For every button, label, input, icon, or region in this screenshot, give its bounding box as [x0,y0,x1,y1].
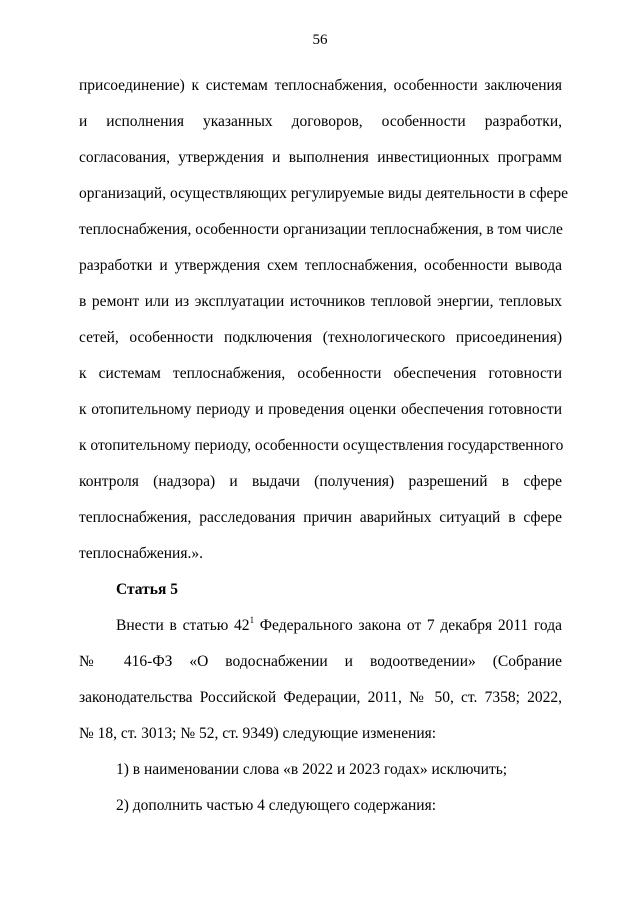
paragraph-line: в ремонт или из эксплуатации источников тепловой энергии, тепловых [79,293,562,310]
paragraph-line: разработки и утверждения схем теплоснабжения, особенности вывода [79,257,562,274]
paragraph-line: к отопительному периоду, особенности осуществления государственного [79,437,564,454]
article-line-last: № 18, ст. 3013; № 52, ст. 9349) следующие изменения: [79,725,437,742]
article-intro-text-cont: Федерального закона от 7 декабря 2011 года [254,617,562,634]
article-intro-line [116,616,562,636]
article-heading: Статья 5 [116,581,178,598]
article-intro-superscript: 1 [249,615,255,625]
page-number: 56 [312,32,328,48]
paragraph-line: и исполнения указанных договоров, особенности разработки, [79,113,562,130]
paragraph-line: согласования, утверждения и выполнения инвестиционных программ [79,149,562,166]
article-item-2: 2) дополнить частью 4 следующего содержания: [116,797,437,814]
paragraph-line: к системам теплоснабжения, особенности обеспечения готовности [79,365,562,382]
article-item-1: 1) в наименовании слова «в 2022 и 2023 годах» исключить; [116,761,508,778]
paragraph-line: сетей, особенности подключения (технологического присоединения) [79,329,562,346]
article-line: законодательства Российской Федерации, 2011, № 50, ст. 7358; 2022, [79,689,562,706]
paragraph-line: теплоснабжения, особенности организации теплоснабжения, в том числе [79,221,563,238]
paragraph-line: присоединение) к системам теплоснабжения, особенности заключения [79,77,562,94]
paragraph-line: контроля (надзора) и выдачи (получения) разрешений в сфере [79,473,562,490]
paragraph-line: теплоснабжения, расследования причин аварийных ситуаций в сфере [79,509,562,526]
article-line: № 416-ФЗ «О водоснабжении и водоотведении» (Собрание [79,653,562,670]
article-intro-text: Внести в статью 42 [116,617,250,634]
paragraph-line: к отопительному периоду и проведения оценки обеспечения готовности [79,401,562,418]
paragraph-line-last: теплоснабжения.». [79,545,203,562]
paragraph-line: организаций, осуществляющих регулируемые виды деятельности в сфере [79,185,569,202]
